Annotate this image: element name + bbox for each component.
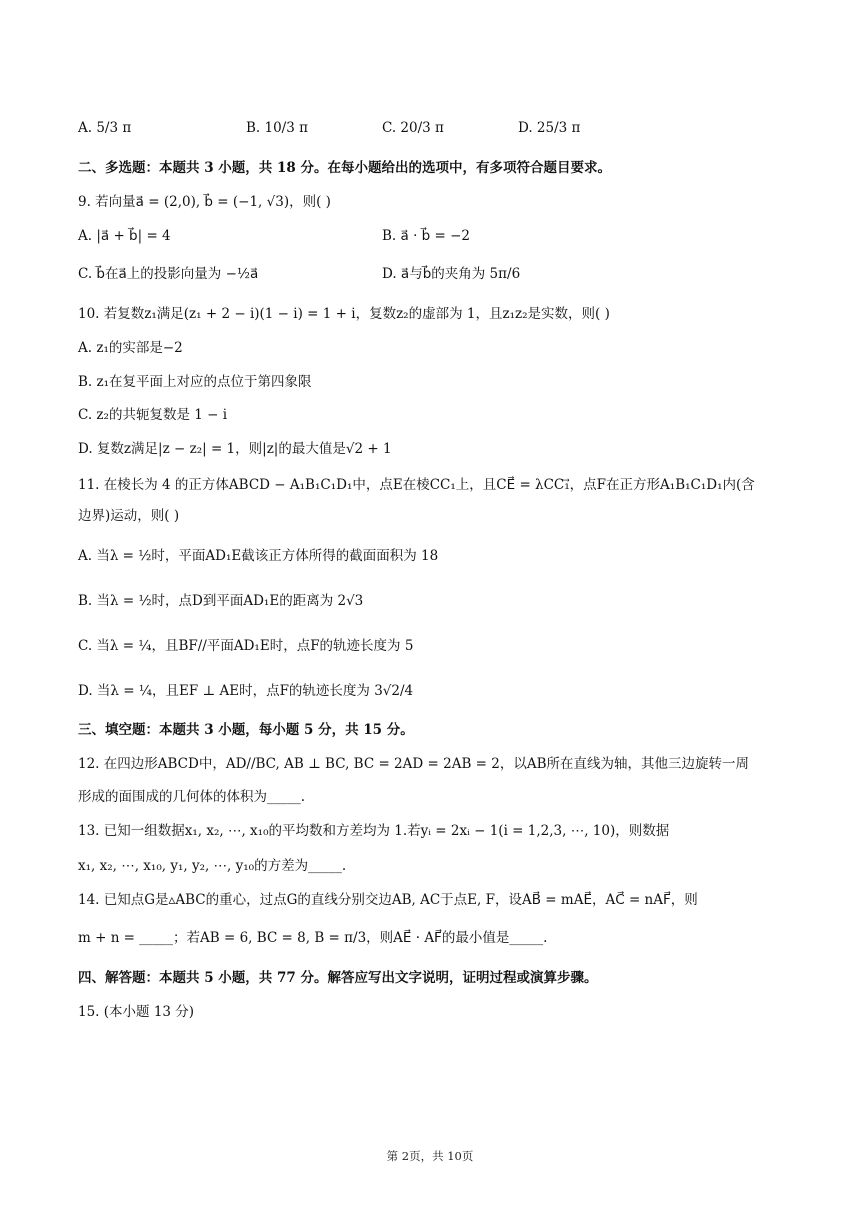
section4-header: 四、解答题：本题共 5 小题，共 77 分。解答应写出文字说明，证明过程或演算步骤。: [78, 970, 598, 986]
q8-option-b: B. 10/3 π: [246, 120, 308, 136]
q10-stem: 10. 若复数z₁满足(z₁ + 2 − i)(1 − i) = 1 + i，复数z₂的虚部为 1，且z₁z₂是实数，则( ): [78, 306, 610, 322]
q11-option-c: C. 当λ = ¼，且BF//平面AD₁E时，点F的轨迹长度为 5: [78, 638, 414, 654]
section2-header: 二、多选题：本题共 3 小题，共 18 分。在每小题给出的选项中，有多项符合题目要求。: [78, 160, 611, 176]
q9-option-a: A. |a⃗ + b⃗| = 4: [78, 228, 171, 244]
q8-option-a: A. 5/3 π: [78, 120, 132, 136]
q14-line1: 14. 已知点G是▵ABC的重心，过点G的直线分别交边AB, AC于点E, F，设AB⃗ = mAE⃗，AC⃗ = nAF⃗，则: [78, 892, 698, 908]
q10-option-d: D. 复数z满足|z − z₂| = 1，则|z|的最大值是√2 + 1: [78, 441, 392, 457]
q11-option-a: A. 当λ = ½时，平面AD₁E截该正方体所得的截面面积为 18: [78, 548, 439, 564]
q12-line2: 形成的面围成的几何体的体积为_____.: [78, 789, 306, 805]
q8-option-d: D. 25/3 π: [518, 120, 581, 136]
q14-line2: m + n = _____；若AB = 6, BC = 8, B = π/3，则AE⃗ · AF⃗的最小值是_____.: [78, 930, 548, 946]
q10-option-b: B. z₁在复平面上对应的点位于第四象限: [78, 374, 312, 390]
q9-option-b: B. a⃗ · b⃗ = −2: [382, 228, 471, 244]
q13-line1: 13. 已知一组数据x₁, x₂, ⋯, x₁₀的平均数和方差均为 1.若yᵢ = 2xᵢ − 1(i = 1,2,3, ⋯, 10)，则数据: [78, 823, 670, 839]
q8-option-c: C. 20/3 π: [382, 120, 444, 136]
q11-option-d: D. 当λ = ¼，且EF ⊥ AE时，点F的轨迹长度为 3√2/4: [78, 683, 414, 699]
q15-title: 15. (本小题 13 分): [78, 1004, 195, 1020]
section3-header: 三、填空题：本题共 3 小题，每小题 5 分，共 15 分。: [78, 722, 414, 738]
q10-option-a: A. z₁的实部是−2: [78, 340, 183, 356]
q9-option-c: C. b⃗在a⃗上的投影向量为 −½a⃗: [78, 266, 259, 282]
page-footer: 第 2页，共 10页: [386, 1149, 474, 1163]
q9-stem: 9. 若向量a⃗ = (2,0), b⃗ = (−1, √3)，则( ): [78, 194, 331, 210]
q11-stem-line1: 11. 在棱长为 4 的正方体ABCD − A₁B₁C₁D₁中，点E在棱CC₁上，且CE⃗ = λCC₁⃗，点F在正方形A₁B₁C₁D₁内(含: [78, 477, 755, 493]
q10-option-c: C. z₂的共轭复数是 1 − i: [78, 407, 228, 423]
q11-option-b: B. 当λ = ½时，点D到平面AD₁E的距离为 2√3: [78, 593, 364, 609]
q11-stem-line2: 边界)运动，则( ): [78, 508, 180, 524]
q12-line1: 12. 在四边形ABCD中，AD//BC, AB ⊥ BC, BC = 2AD = 2AB = 2，以AB所在直线为轴，其他三边旋转一周: [78, 756, 750, 772]
q13-line2: x₁, x₂, ⋯, x₁₀, y₁, y₂, ⋯, y₁₀的方差为_____.: [78, 858, 347, 874]
q9-option-d: D. a⃗与b⃗的夹角为 5π/6: [382, 266, 521, 282]
